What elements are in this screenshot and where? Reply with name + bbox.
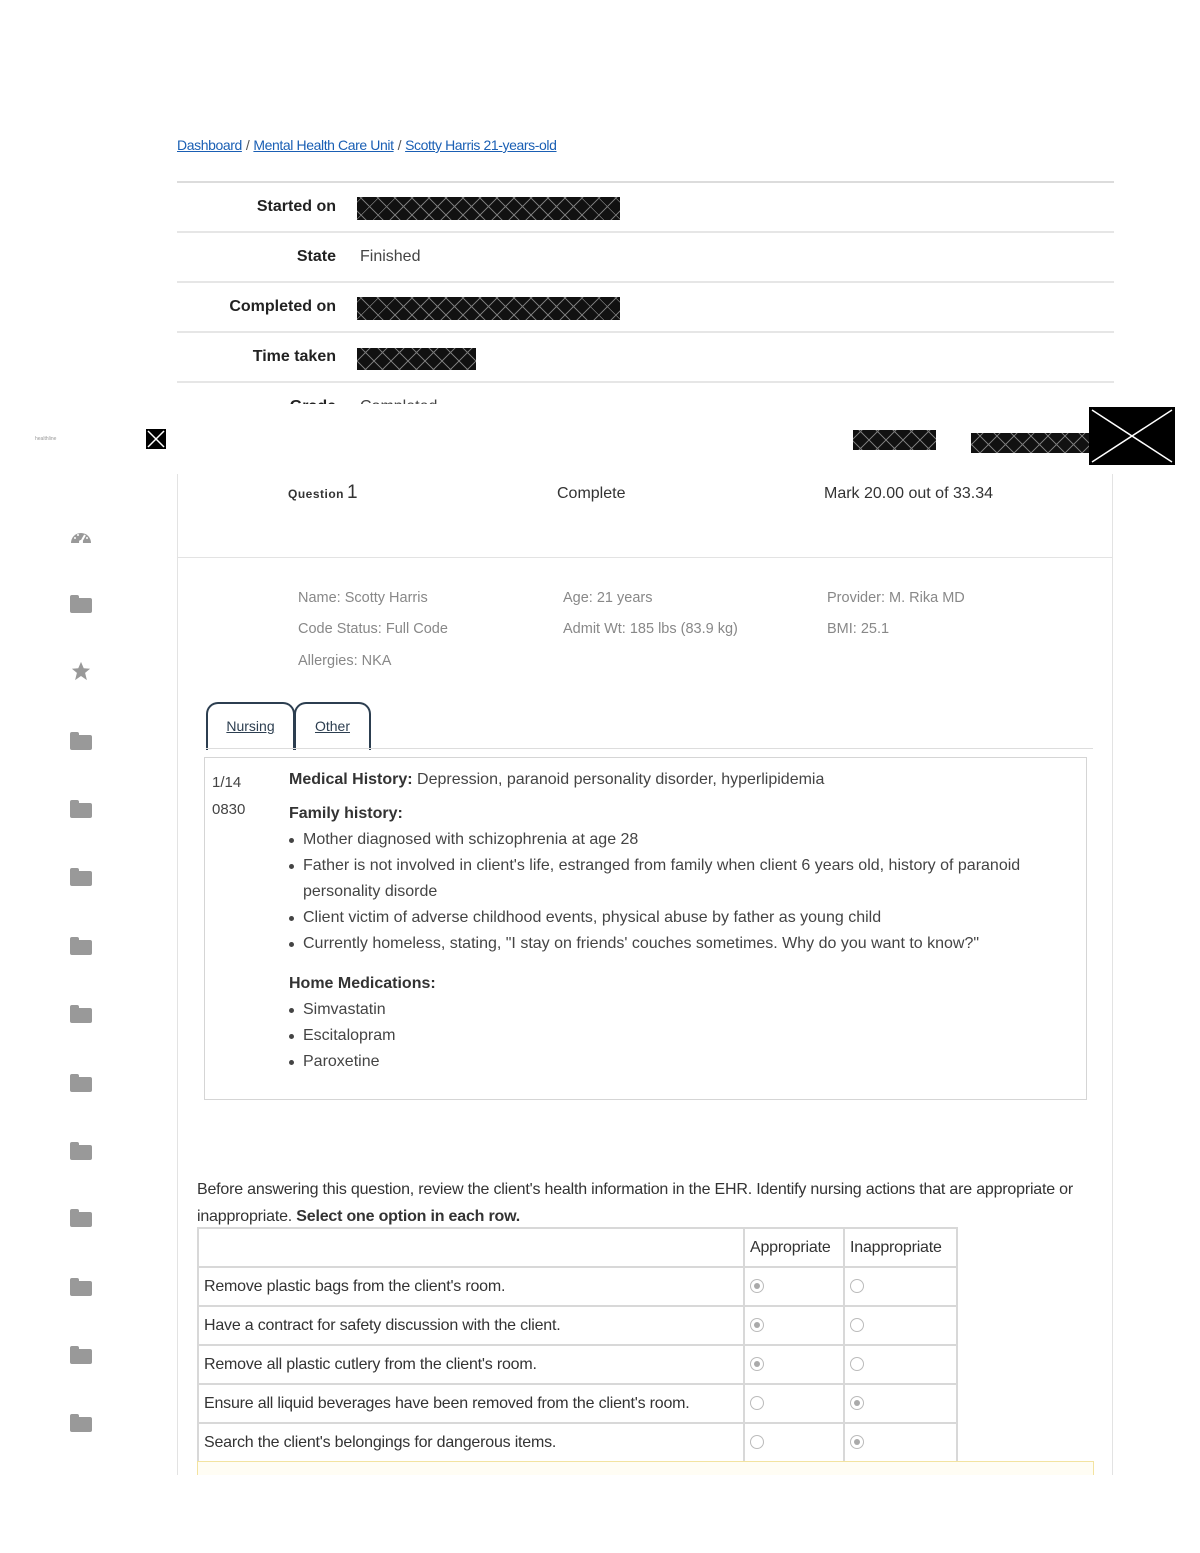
table-row bbox=[198, 1306, 957, 1345]
question-mark: Mark 20.00 out of 33.34 bbox=[824, 485, 993, 502]
summary-row-completed bbox=[177, 283, 1114, 333]
answer-matrix bbox=[197, 1227, 958, 1463]
medical-history bbox=[289, 767, 1079, 793]
note-time: 0830 bbox=[212, 801, 246, 818]
question-state: Complete bbox=[557, 485, 626, 502]
list-item: Paroxetine bbox=[289, 1049, 1079, 1075]
question-label bbox=[288, 482, 358, 504]
redacted-header-item bbox=[853, 430, 936, 450]
dashboard-icon[interactable] bbox=[70, 526, 92, 546]
state-label: State bbox=[296, 248, 336, 265]
matrix-header-row bbox=[198, 1228, 957, 1267]
list-item: Escitalopram bbox=[289, 1023, 1079, 1049]
row-action-label: Search the client's belongings for dangerous items. bbox=[198, 1423, 744, 1462]
completed-on-label: Completed on bbox=[229, 298, 336, 315]
note-datetime bbox=[212, 769, 245, 823]
folder-icon[interactable] bbox=[70, 800, 92, 818]
prompt-text: Before answering this question, review the client's health information in the EHR. Identify nursing actions that are appropriate or inappropriate. bbox=[197, 1181, 1074, 1225]
question-prompt bbox=[197, 1176, 1077, 1230]
feedback-box bbox=[197, 1461, 1094, 1475]
state-value: Finished bbox=[360, 248, 421, 265]
question-info-panel bbox=[177, 474, 1113, 558]
breadcrumb-unit-link[interactable]: Mental Health Care Unit bbox=[253, 137, 394, 153]
radio-inappropriate[interactable] bbox=[850, 1279, 864, 1293]
breadcrumb-dashboard-link[interactable]: Dashboard bbox=[177, 137, 242, 153]
nursing-note bbox=[204, 757, 1087, 1100]
home-medications-heading bbox=[289, 971, 1079, 997]
radio-inappropriate[interactable] bbox=[850, 1396, 864, 1410]
breadcrumb-separator: / bbox=[245, 137, 250, 153]
prompt-instruction: Select one option in each row. bbox=[296, 1208, 520, 1225]
table-row bbox=[198, 1423, 957, 1462]
radio-appropriate[interactable] bbox=[750, 1435, 764, 1449]
list-item: Currently homeless, stating, "I stay on friends' couches sometimes. Why do you want to know?" bbox=[289, 931, 1079, 957]
list-item: Simvastatin bbox=[289, 997, 1079, 1023]
patient-age: Age: 21 years bbox=[563, 590, 653, 606]
breadcrumb-separator: / bbox=[397, 137, 402, 153]
tab-other[interactable]: Other bbox=[294, 702, 371, 750]
summary-row-grade bbox=[177, 383, 1114, 405]
table-row bbox=[198, 1267, 957, 1306]
matrix-header-empty bbox=[198, 1228, 744, 1267]
user-avatar[interactable] bbox=[1089, 407, 1175, 465]
radio-inappropriate[interactable] bbox=[850, 1435, 864, 1449]
patient-provider: Provider: M. Rika MD bbox=[827, 590, 965, 606]
tab-divider bbox=[206, 748, 1093, 749]
radio-inappropriate[interactable] bbox=[850, 1357, 864, 1371]
folder-icon[interactable] bbox=[70, 1414, 92, 1432]
radio-appropriate[interactable] bbox=[750, 1279, 764, 1293]
patient-bmi: BMI: 25.1 bbox=[827, 621, 890, 637]
started-on-label: Started on bbox=[256, 198, 336, 215]
redacted-started-on bbox=[357, 197, 620, 220]
home-medications-label: Home Medications: bbox=[289, 975, 436, 992]
question-number: 1 bbox=[347, 482, 359, 503]
time-taken-label: Time taken bbox=[252, 348, 336, 365]
summary-row-state bbox=[177, 233, 1114, 283]
folder-icon[interactable] bbox=[70, 1346, 92, 1364]
medical-history-label: Medical History: bbox=[289, 771, 413, 788]
attempt-summary-table bbox=[177, 181, 1114, 405]
breadcrumb bbox=[177, 137, 557, 153]
medical-history-text: Depression, paranoid personality disorder, hyperlipidemia bbox=[412, 771, 825, 788]
home-medications-list bbox=[289, 997, 1079, 1075]
redacted-completed-on bbox=[357, 297, 620, 320]
patient-code-status: Code Status: Full Code bbox=[298, 621, 448, 637]
row-action-label: Remove all plastic cutlery from the client's room. bbox=[198, 1345, 744, 1384]
row-action-label: Remove plastic bags from the client's room. bbox=[198, 1267, 744, 1306]
column-header-appropriate: Appropriate bbox=[744, 1228, 844, 1267]
summary-row-time-taken bbox=[177, 333, 1114, 383]
note-body bbox=[289, 767, 1079, 1075]
radio-appropriate[interactable] bbox=[750, 1318, 764, 1332]
summary-row-started bbox=[177, 183, 1114, 233]
brand-logo: healthline bbox=[35, 436, 57, 442]
column-header-inappropriate: Inappropriate bbox=[844, 1228, 957, 1267]
family-history-label: Family history: bbox=[289, 805, 403, 822]
table-row bbox=[198, 1345, 957, 1384]
family-history-heading bbox=[289, 801, 1079, 827]
radio-appropriate[interactable] bbox=[750, 1396, 764, 1410]
list-item: Father is not involved in client's life, estranged from family when client 6 years old, history of paranoid personality disorde bbox=[289, 853, 1079, 905]
redacted-user-name bbox=[971, 433, 1091, 453]
menu-toggle-icon[interactable] bbox=[146, 429, 166, 449]
folder-icon[interactable] bbox=[70, 732, 92, 750]
redacted-time-taken bbox=[357, 348, 476, 370]
folder-icon[interactable] bbox=[70, 937, 92, 955]
radio-inappropriate[interactable] bbox=[850, 1318, 864, 1332]
patient-allergies: Allergies: NKA bbox=[298, 653, 392, 669]
list-item: Mother diagnosed with schizophrenia at age 28 bbox=[289, 827, 1079, 853]
breadcrumb-patient-link[interactable]: Scotty Harris 21-years-old bbox=[405, 137, 557, 153]
folder-icon[interactable] bbox=[70, 1209, 92, 1227]
folder-icon[interactable] bbox=[70, 1005, 92, 1023]
table-row bbox=[198, 1384, 957, 1423]
patient-admit-weight: Admit Wt: 185 lbs (83.9 kg) bbox=[563, 621, 738, 637]
folder-icon[interactable] bbox=[70, 1278, 92, 1296]
folder-icon[interactable] bbox=[70, 1142, 92, 1160]
folder-icon[interactable] bbox=[70, 1074, 92, 1092]
row-action-label: Have a contract for safety discussion with the client. bbox=[198, 1306, 744, 1345]
question-label-text: Question bbox=[288, 487, 345, 501]
note-date: 1/14 bbox=[212, 774, 242, 791]
radio-appropriate[interactable] bbox=[750, 1357, 764, 1371]
patient-name: Name: Scotty Harris bbox=[298, 590, 428, 606]
row-action-label: Ensure all liquid beverages have been removed from the client's room. bbox=[198, 1384, 744, 1423]
folder-icon[interactable] bbox=[70, 868, 92, 886]
tab-nursing[interactable]: Nursing bbox=[206, 702, 295, 750]
folder-icon[interactable] bbox=[70, 595, 92, 613]
star-icon[interactable] bbox=[70, 661, 92, 681]
list-item: Client victim of adverse childhood events, physical abuse by father as young child bbox=[289, 905, 1079, 931]
family-history-list bbox=[289, 827, 1079, 957]
